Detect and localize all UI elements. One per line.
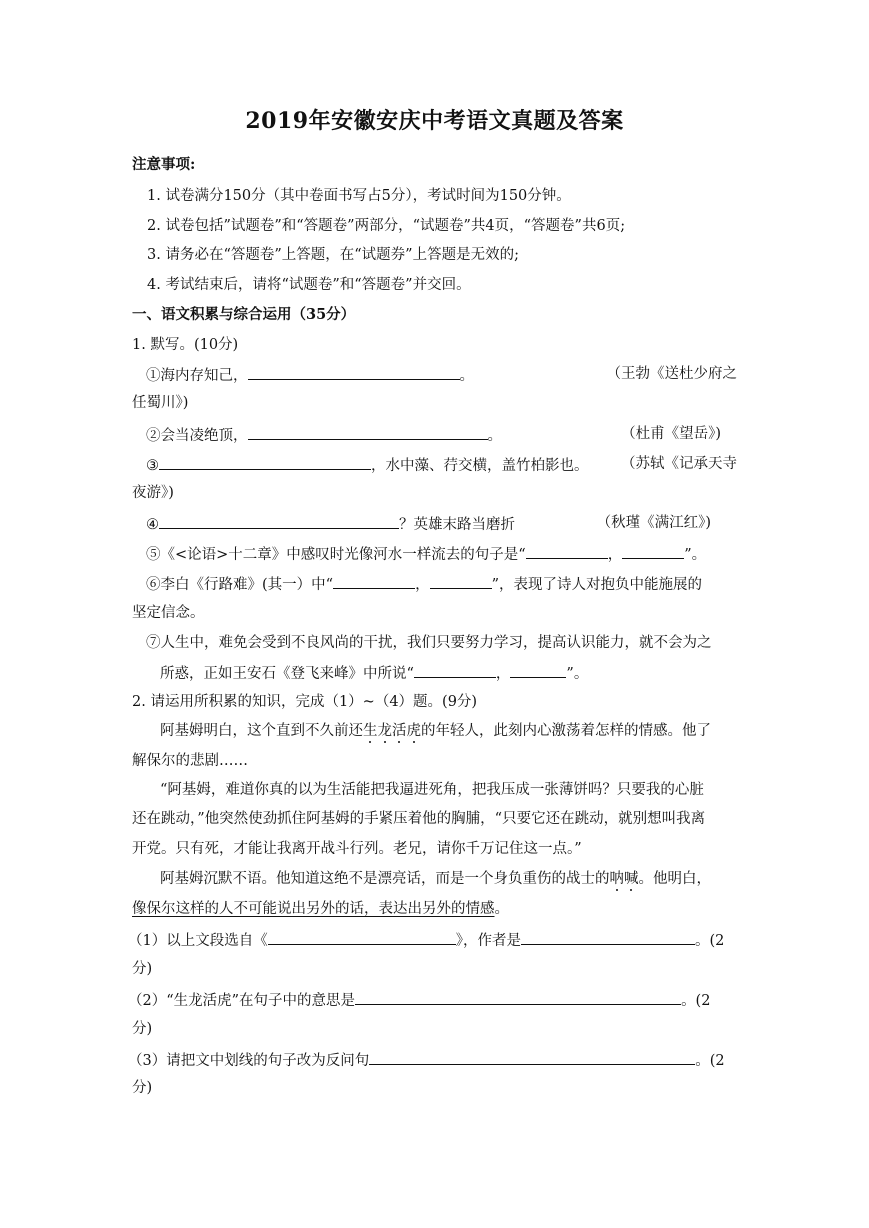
q1-line-2-source: （杜甫《望岳》) <box>621 426 721 442</box>
q1-line-5-sep: ， <box>607 547 623 563</box>
passage-line <box>160 869 737 889</box>
passage-line: “阿基姆，难道你真的以为生活能把我逼进死角，把我压成一张薄饼吗？只要我的心脏 <box>160 782 704 798</box>
underlined-sentence: 像保尔这样的人不可能说出另外的话，表达出另外的情感 <box>132 901 495 917</box>
q2-sub-1-text: （1）以上文段选自《 <box>128 933 268 949</box>
emphasis-dotted-text: 生龙活虎 <box>363 723 421 739</box>
q1-line-1-end: 。 <box>459 368 474 384</box>
answer-blank[interactable] <box>521 929 695 945</box>
q1-line-7-text: 所惑，正如王安石《登飞来峰》中所说“ <box>160 666 414 682</box>
q2-sub-3-cont: 分) <box>132 1080 153 1096</box>
answer-blank[interactable] <box>248 364 460 380</box>
passage-text: 的年轻人，此刻内心激荡着怎样的情感。他了 <box>421 723 711 739</box>
answer-blank[interactable] <box>369 1049 695 1065</box>
q2-sub-3-text: （3）请把文中划线的句子改为反问句 <box>128 1053 370 1069</box>
q1-line-3-text: ③ <box>146 458 159 474</box>
passage-line <box>160 721 737 741</box>
q1-line-6-cont: 坚定信念。 <box>132 605 205 621</box>
answer-blank[interactable] <box>414 662 496 678</box>
q1-line-3-end: ，水中藻、荇交横，盖竹柏影也。 <box>371 458 589 474</box>
note-item-4: 4. 考试结束后，请将“试题卷”和“答题卷”并交回。 <box>147 277 471 293</box>
q1-line-1-source: （王勃《送杜少府之 <box>606 366 737 382</box>
q1-line-3-source: （苏轼《记承天寺 <box>621 456 737 472</box>
q1-line-2-end: 。 <box>487 428 502 444</box>
q1-line-2 <box>146 424 737 446</box>
passage-line: 开党。只有死，才能让我离开战斗行列。老兄，请你千万记住这一点。” <box>132 841 582 857</box>
q1-line-7-cont <box>160 662 737 684</box>
answer-blank[interactable] <box>355 989 681 1005</box>
q2-sub-1-cont: 分) <box>132 961 153 977</box>
passage-line: 还在跳动，”他突然使劲抓住阿基姆的手紧压着他的胸脯，“只要它还在跳动，就别想叫我离 <box>132 811 706 827</box>
q1-line-4-text: ④ <box>146 517 159 533</box>
q2-sub-2-text: （2）“生龙活虎”在句子中的意思是 <box>128 993 356 1009</box>
q2-sub-1 <box>128 929 737 951</box>
q1-line-3-cont: 夜游》) <box>132 485 174 501</box>
q1-label: 1. 默写。(10分) <box>132 337 239 353</box>
note-item-1: 1. 试卷满分150分（其中卷面书写占5分），考试时间为150分钟。 <box>147 188 571 204</box>
answer-blank[interactable] <box>526 543 608 559</box>
q1-line-7: ⑦人生中，难免会受到不良风尚的干扰，我们只要努力学习，提高认识能力，就不会为之 <box>146 635 712 651</box>
q1-line-1-text: ①海内存知己， <box>146 368 248 384</box>
q1-line-1-cont: 任蜀川》) <box>132 395 189 411</box>
q2-sub-2-score: 。(2 <box>681 993 711 1009</box>
answer-blank[interactable] <box>510 662 566 678</box>
answer-blank[interactable] <box>248 424 488 440</box>
answer-blank[interactable] <box>268 929 456 945</box>
q1-line-6-end: ”，表现了诗人对抱负中能施展的 <box>491 577 702 593</box>
passage-text: 。他明白， <box>638 871 711 887</box>
q1-line-5 <box>146 543 737 565</box>
q2-label: 2. 请运用所积累的知识，完成（1）~（4）题。(9分) <box>132 694 478 710</box>
answer-blank[interactable] <box>333 573 415 589</box>
q2-sub-2 <box>128 989 737 1011</box>
q1-line-6-text: ⑥李白《行路难》(其一）中“ <box>146 577 334 593</box>
q2-sub-1-score: 。(2 <box>694 933 725 949</box>
q1-line-5-text: ⑤《<论语>十二章》中感叹时光像河水一样流去的句子是“ <box>146 547 526 563</box>
q1-line-6-sep: ， <box>415 577 430 593</box>
passage-text: 阿基姆明白，这个直到不久前还 <box>160 723 363 739</box>
q2-sub-2-cont: 分) <box>132 1021 153 1037</box>
q1-line-3 <box>146 454 737 476</box>
section1-heading: 一、语文积累与综合运用（35分） <box>132 306 356 323</box>
q2-sub-3-score: 。(2 <box>695 1053 725 1069</box>
answer-blank[interactable] <box>159 513 399 529</box>
q1-line-4-source: （秋瑾《满江红》) <box>596 515 711 531</box>
answer-blank[interactable] <box>622 543 684 559</box>
q1-line-4-end: ？英雄末路当磨折 <box>399 517 515 533</box>
emphasis-dotted-text: 呐喊 <box>609 871 639 887</box>
answer-blank[interactable] <box>430 573 492 589</box>
passage-text: 阿基姆沉默不语。他知道这绝不是漂亮话，而是一个身负重伤的战士的 <box>160 871 610 887</box>
q1-line-4 <box>146 513 737 535</box>
page-title: 2019年安徽安庆中考语文真题及答案 <box>245 108 624 134</box>
note-item-3: 3. 请务必在“答题卷”上答题，在“试题券”上答题是无效的; <box>147 247 519 263</box>
q1-line-6 <box>146 573 737 595</box>
passage-line <box>132 899 737 919</box>
q2-sub-1-text: 》，作者是 <box>455 933 521 949</box>
answer-blank[interactable] <box>159 454 371 470</box>
q1-line-1 <box>146 364 737 386</box>
notes-heading: 注意事项: <box>132 156 196 173</box>
note-item-2: 2. 试卷包括”试题卷”和“答题卷”两部分，“试题卷”共4页，“答题卷”共6页; <box>147 218 626 234</box>
passage-line: 解保尔的悲剧…… <box>132 753 248 769</box>
q1-line-5-end: ”。 <box>684 547 707 563</box>
q1-line-7-end: ”。 <box>566 666 589 682</box>
q1-line-2-text: ②会当凌绝顶， <box>146 428 248 444</box>
passage-text: 。 <box>494 901 509 917</box>
q1-line-7-sep: ， <box>495 666 511 682</box>
q2-sub-3 <box>128 1049 737 1071</box>
